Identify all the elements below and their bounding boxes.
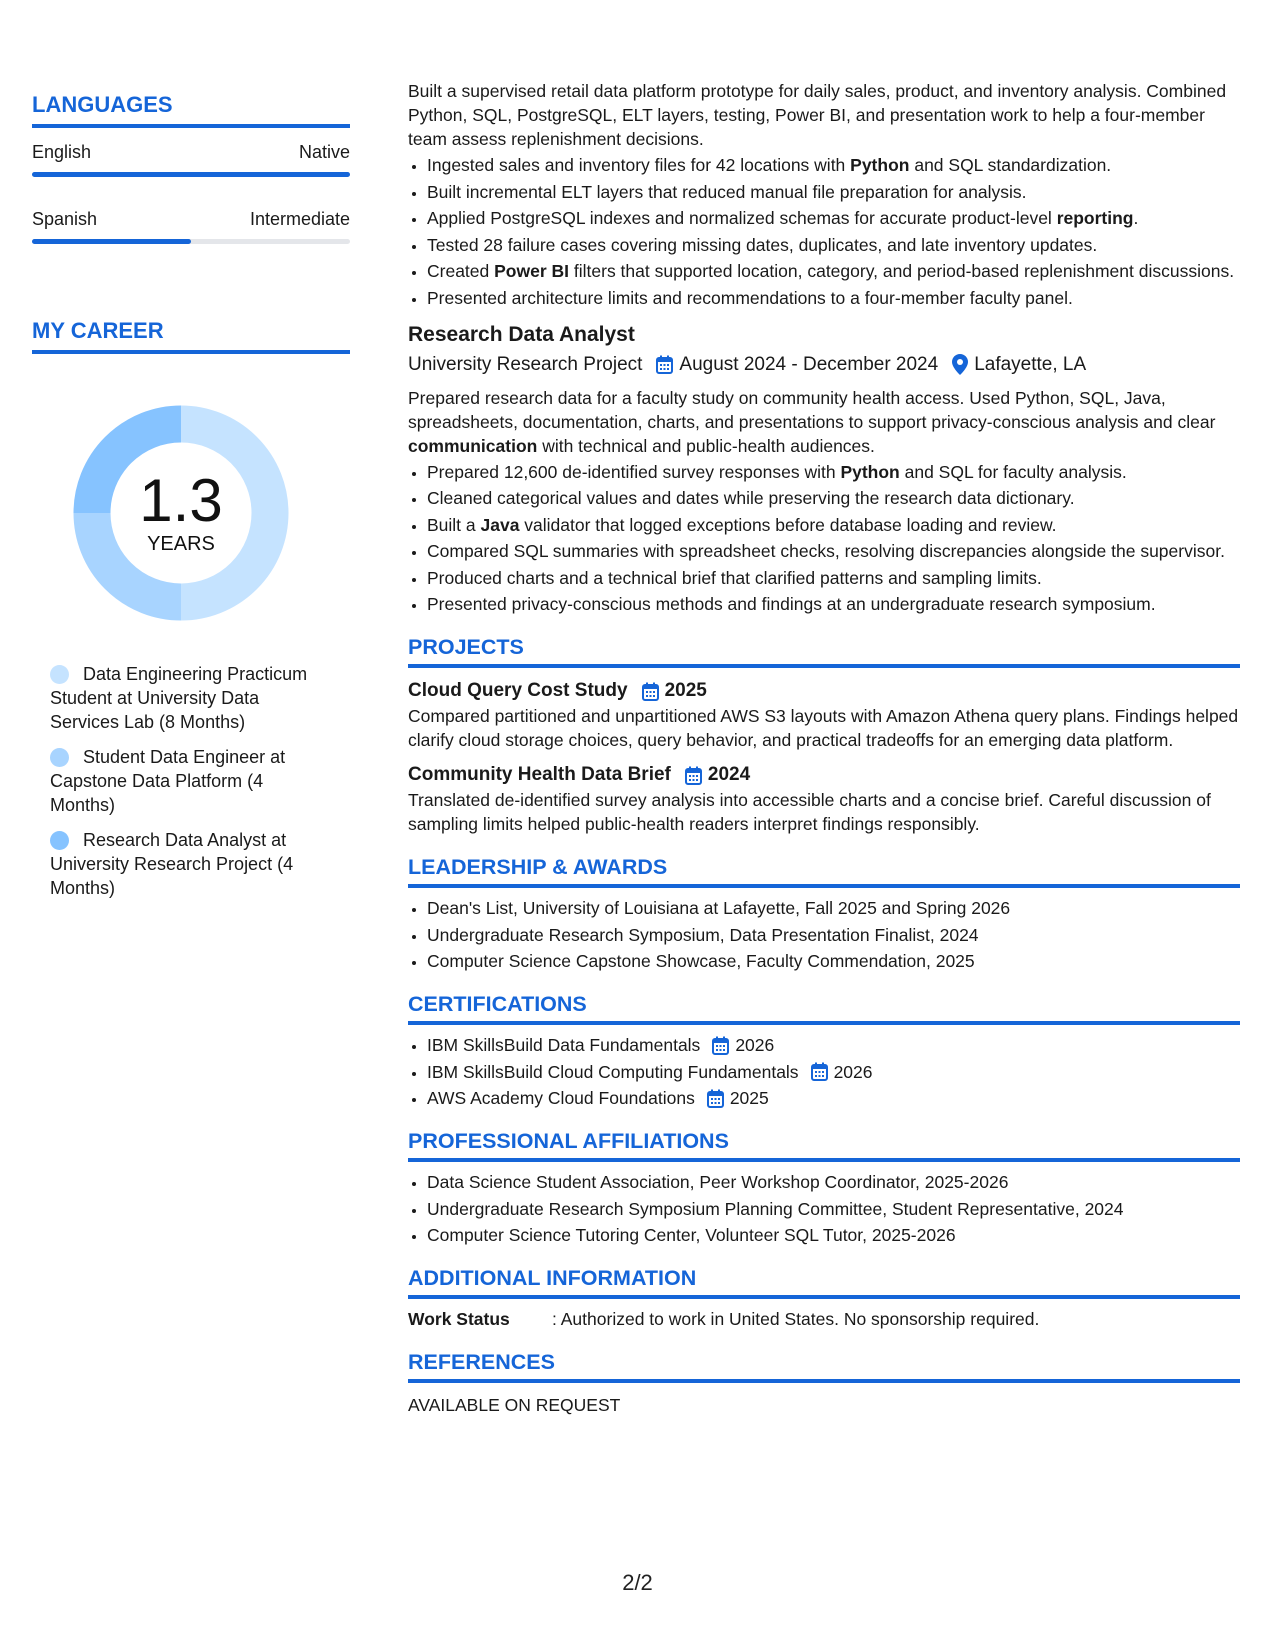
bold-keyword: Python — [840, 461, 900, 482]
legend-dot — [50, 748, 69, 767]
leadership-heading: LEADERSHIP & AWARDS — [408, 854, 1240, 888]
certification-year: 2025 — [729, 1088, 769, 1108]
work-status-value: : Authorized to work in United States. No sponsorship required. — [552, 1309, 1040, 1329]
certification-item — [427, 1060, 1240, 1084]
page-number: 2/2 — [622, 1570, 653, 1595]
list-item: • Undergraduate Research Symposium, Data Presentation Finalist, 2024 — [427, 923, 1240, 947]
work-status-row — [408, 1307, 1240, 1331]
career-legend-item — [50, 662, 332, 734]
career-heading: MY CAREER — [32, 318, 350, 354]
language-item — [32, 140, 350, 177]
career-total-value: 1.3 — [139, 467, 223, 534]
language-level-bar — [32, 239, 350, 244]
projects-list — [408, 678, 1240, 836]
calendar-icon — [656, 355, 673, 374]
certification-name: • AWS Academy Cloud Foundations — [427, 1088, 695, 1108]
languages-list — [32, 140, 350, 244]
list-item: • Computer Science Capstone Showcase, Faculty Commendation, 2025 — [427, 949, 1240, 973]
list-item: • Built incremental ELT layers that reduced manual file preparation for analysis. — [427, 180, 1240, 204]
career-legend-text: Student Data Engineer at Capstone Data Platform (4 Months) — [50, 747, 286, 815]
list-item: • Cleaned categorical values and dates while preserving the research data dictionary. — [427, 486, 1240, 510]
job-location: Lafayette, LA — [974, 353, 1087, 375]
affiliations-list — [408, 1170, 1240, 1247]
list-item: • Compared SQL summaries with spreadsheet checks, resolving discrepancies alongside the supervisor. — [427, 539, 1240, 563]
language-level-fill — [32, 239, 191, 244]
job-organization: University Research Project — [408, 353, 643, 375]
certification-item — [427, 1086, 1240, 1110]
calendar-icon — [811, 1062, 828, 1081]
job-title: Research Data Analyst — [408, 322, 635, 346]
certification-year: 2026 — [735, 1035, 775, 1055]
calendar-icon — [642, 682, 659, 701]
project-description: Translated de-identified survey analysis into accessible charts and a concise brief. Careful discussion of sampling limits helped public-health readers interpret findings responsibly. — [408, 790, 1211, 834]
list-item: • Undergraduate Research Symposium Planning Committee, Student Representative, 2024 — [427, 1197, 1240, 1221]
language-item — [32, 207, 350, 244]
career-total-unit: YEARS — [147, 533, 215, 555]
legend-dot — [50, 665, 69, 684]
leadership-list — [408, 896, 1240, 973]
certification-item — [427, 1033, 1240, 1057]
career-donut-chart — [66, 398, 296, 628]
intro-bullets — [408, 153, 1240, 310]
bold-keyword: communication — [408, 435, 538, 456]
career-legend-text: Research Data Analyst at University Research Project (4 Months) — [50, 830, 294, 898]
list-item: • Applied PostgreSQL indexes and normalized schemas for accurate product-level reporting. — [427, 206, 1240, 230]
work-status-label: Work Status — [408, 1309, 510, 1329]
list-item: • Data Science Student Association, Peer Workshop Coordinator, 2025-2026 — [427, 1170, 1240, 1194]
language-level-bar — [32, 172, 350, 177]
sidebar — [32, 92, 350, 911]
job-meta — [408, 352, 1240, 378]
languages-heading: LANGUAGES — [32, 92, 350, 128]
career-legend-text: Data Engineering Practicum Student at University Data Services Lab (8 Months) — [50, 664, 308, 732]
project-description: Compared partitioned and unpartitioned AWS S3 layouts with Amazon Athena query plans. Findings helped clarify cloud storage choices, query behavior, and practical tradeoffs for an emerging data platform. — [408, 706, 1239, 750]
bold-keyword: Java — [480, 514, 520, 535]
job-description: Prepared research data for a faculty study on community health access. Used Python, SQL, Java, spreadsheets, documentation, charts, and presentations to support privacy-conscious analysis and clear communication with technical and public-health audiences. — [408, 387, 1216, 456]
bold-keyword: Power BI — [494, 261, 570, 281]
list-item: • Tested 28 failure cases covering missing dates, duplicates, and late inventory updates. — [427, 233, 1240, 257]
calendar-icon — [685, 766, 702, 785]
list-item: • Presented architecture limits and recommendations to a four-member faculty panel. — [427, 286, 1240, 310]
list-item: • Prepared 12,600 de-identified survey responses with Python and SQL for faculty analysis. — [427, 460, 1240, 484]
language-level-fill — [32, 172, 350, 177]
intro-paragraph: Built a supervised retail data platform prototype for daily sales, product, and inventory analysis. Combined Python, SQL, PostgreSQL, ELT layers, testing, Power BI, and presentation work to help a four-member team assess replenishment decisions. — [408, 81, 1227, 149]
list-item: • Ingested sales and inventory files for 42 locations with Python and SQL standardization. — [427, 153, 1240, 177]
legend-dot — [50, 831, 69, 850]
main-content — [408, 79, 1240, 1417]
list-item: • Created Power BI filters that supported location, category, and period-based replenishment discussions. — [427, 259, 1240, 283]
projects-heading: PROJECTS — [408, 634, 1240, 668]
language-name: English — [32, 142, 92, 162]
career-legend-item — [50, 745, 332, 817]
references-heading: REFERENCES — [408, 1349, 1240, 1383]
certifications-heading: CERTIFICATIONS — [408, 991, 1240, 1025]
language-level: Intermediate — [249, 209, 350, 229]
affiliations-heading: PROFESSIONAL AFFILIATIONS — [408, 1128, 1240, 1162]
job-bullets — [408, 460, 1240, 617]
list-item: • Computer Science Tutoring Center, Volunteer SQL Tutor, 2025-2026 — [427, 1223, 1240, 1247]
additional-info-heading: ADDITIONAL INFORMATION — [408, 1265, 1240, 1299]
location-pin-icon — [952, 354, 968, 375]
references-text: AVAILABLE ON REQUEST — [408, 1395, 621, 1415]
list-item: • Dean's List, University of Louisiana at Lafayette, Fall 2025 and Spring 2026 — [427, 896, 1240, 920]
project-title: Cloud Query Cost Study — [408, 680, 628, 701]
certification-name: • IBM SkillsBuild Data Fundamentals — [427, 1035, 701, 1055]
project-item — [408, 762, 1240, 836]
calendar-icon — [707, 1089, 724, 1108]
career-legend — [50, 662, 332, 900]
project-item — [408, 678, 1240, 752]
project-year: 2025 — [664, 680, 707, 701]
language-level: Native — [298, 142, 350, 162]
bold-keyword: Python — [850, 155, 910, 175]
list-item: • Presented privacy-conscious methods and findings at an undergraduate research symposium. — [427, 592, 1240, 616]
calendar-icon — [712, 1036, 729, 1055]
project-title: Community Health Data Brief — [408, 764, 671, 785]
bold-keyword: reporting — [1056, 208, 1134, 228]
job-dates: August 2024 - December 2024 — [679, 353, 939, 375]
certification-name: • IBM SkillsBuild Cloud Computing Fundamentals — [427, 1061, 799, 1082]
project-year: 2024 — [707, 764, 751, 785]
career-legend-item — [50, 828, 332, 900]
list-item: • Built a Java validator that logged exceptions before database loading and review. — [427, 513, 1240, 537]
certifications-list — [408, 1033, 1240, 1110]
language-name: Spanish — [32, 209, 98, 229]
list-item: • Produced charts and a technical brief that clarified patterns and sampling limits. — [427, 566, 1240, 590]
certification-year: 2026 — [833, 1061, 873, 1082]
